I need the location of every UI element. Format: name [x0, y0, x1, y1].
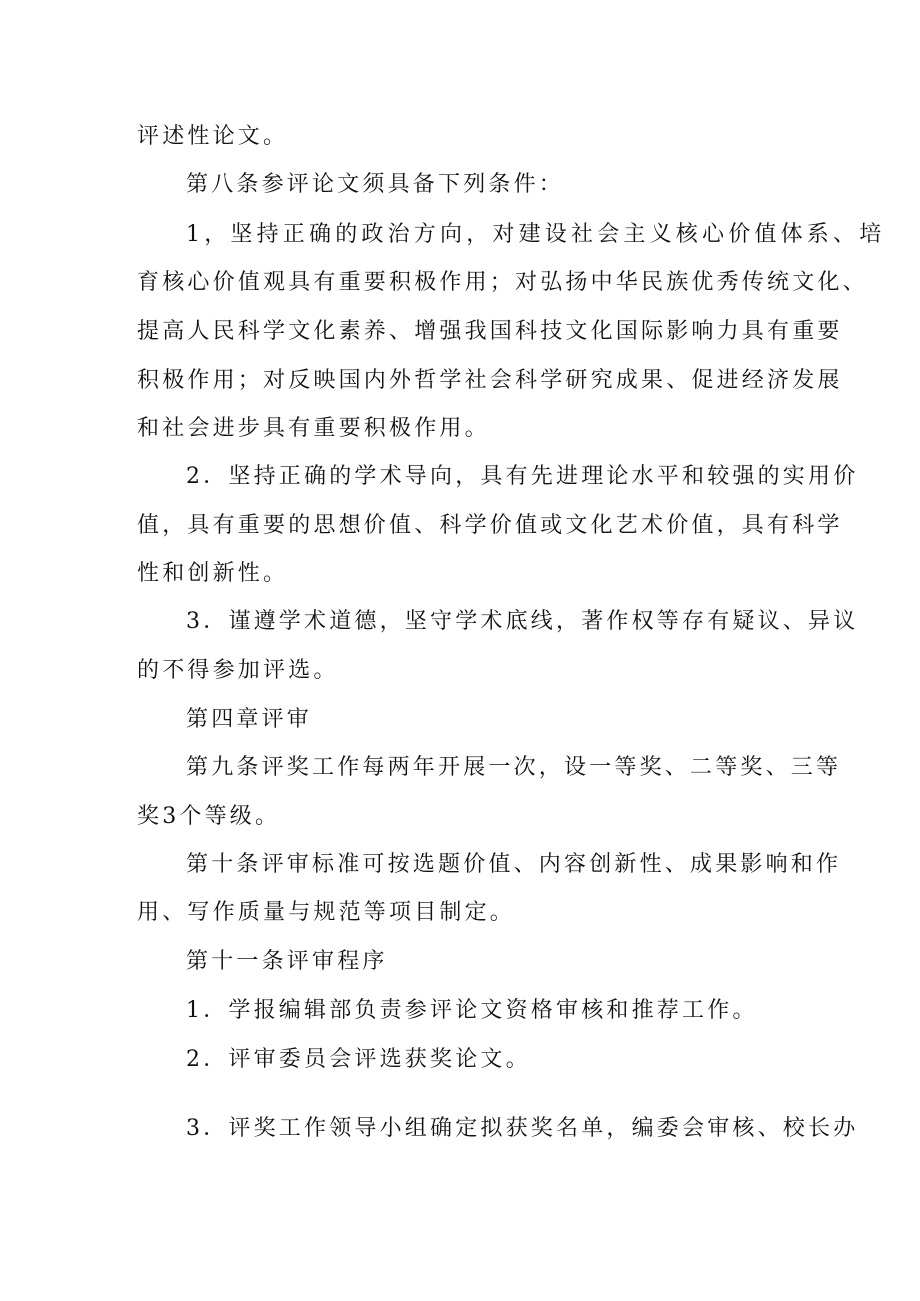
- text-line: 性和创新性。: [137, 561, 289, 586]
- text-line: 育核心价值观具有重要积极作用；对弘扬中华民族优秀传统文化、: [137, 270, 868, 295]
- text-line: 的不得参加评选。: [137, 658, 339, 683]
- text-line: 值，具有重要的思想价值、科学价值或文化艺术价值，具有科学: [137, 513, 843, 538]
- text-line: 2．评审委员会评选获奖论文。: [186, 1047, 531, 1072]
- text-line: 和社会进步具有重要积极作用。: [137, 416, 490, 441]
- text-line: 提高人民科学文化素养、增强我国科技文化国际影响力具有重要: [137, 319, 843, 344]
- text-line: 第十条评审标准可按选题价值、内容创新性、成果影响和作: [186, 852, 842, 877]
- text-line: 2．坚持正确的学术导向，具有先进理论水平和较强的实用价: [186, 464, 859, 489]
- text-line: 1，坚持正确的政治方向，对建设社会主义核心价值体系、培: [186, 222, 886, 247]
- text-line: 3．谨遵学术道德，坚守学术底线，著作权等存有疑议、异议: [186, 609, 859, 634]
- text-line: 评述性论文。: [137, 124, 289, 149]
- article-11-heading: 第十一条评审程序: [186, 949, 388, 974]
- text-line: 用、写作质量与规范等项目制定。: [137, 900, 516, 925]
- article-8-heading: 第八条参评论文须具备下列条件：: [186, 172, 565, 197]
- text-line: 奖3个等级。: [137, 804, 281, 829]
- text-line: 1．学报编辑部负责参评论文资格审核和推荐工作。: [186, 998, 758, 1023]
- text-line: 积极作用；对反映国内外哲学社会科学研究成果、促进经济发展: [137, 368, 843, 393]
- text-line: 第九条评奖工作每两年开展一次，设一等奖、二等奖、三等: [186, 755, 842, 780]
- chapter-4-heading: 第四章评审: [186, 707, 313, 732]
- text-line: 3．评奖工作领导小组确定拟获奖名单，编委会审核、校长办: [186, 1116, 859, 1141]
